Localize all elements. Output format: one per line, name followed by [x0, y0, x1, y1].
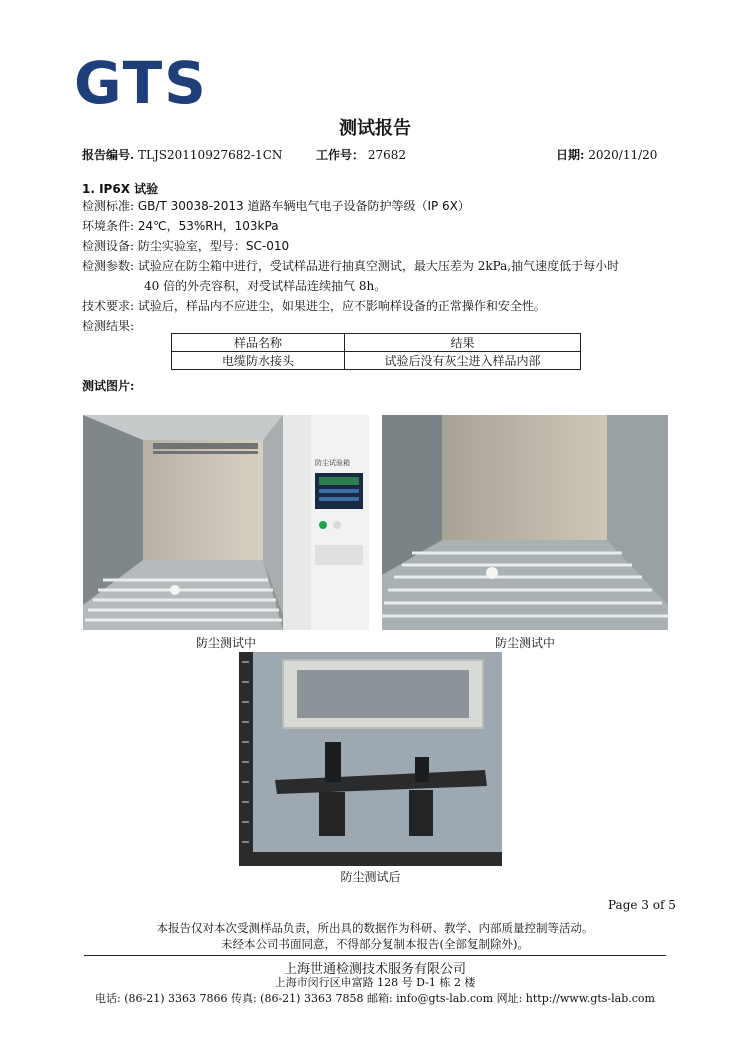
standard-value: GB/T 30038-2013 道路车辆电气电子设备防护等级（IP 6X） — [137, 199, 470, 213]
machine-label: 防尘试验箱 — [315, 459, 350, 467]
photo-after-test — [239, 652, 502, 866]
page-number: Page 3 of 5 — [608, 898, 676, 912]
report-number — [82, 146, 282, 163]
standard-row — [82, 196, 470, 216]
report-date-label: 日期: — [556, 148, 585, 162]
table-cell: 试验后没有灰尘进入样品内部 — [345, 352, 581, 370]
caption-photo-3: 防尘测试后 — [340, 870, 401, 884]
company-address: 上海市闵行区申富路 128 号 D-1 栋 2 楼 — [274, 976, 476, 989]
photo-dust-test-2 — [382, 415, 668, 630]
parameters-row — [82, 256, 619, 276]
equipment-model: SC-010 — [245, 239, 290, 253]
parameters-line1: 试验应在防尘箱中进行，受试样品进行抽真空测试，最大压差为 2kPa,抽气速度低于每小时 — [137, 259, 620, 273]
parameters-line2: 40 倍的外壳容积，对受试样品连续抽气 8h。 — [144, 279, 387, 293]
photo-after-test-image — [239, 652, 502, 866]
equipment-row — [82, 236, 289, 256]
caption-photo-2: 防尘测试中 — [494, 636, 555, 650]
equipment-label: 检测设备: — [82, 239, 135, 253]
environment-value: 24℃，53%RH，103kPa — [137, 219, 279, 233]
result-label: 检测结果: — [82, 319, 135, 333]
table-header-cell: 样品名称 — [172, 334, 345, 352]
environment-label: 环境条件: — [82, 219, 135, 233]
report-date-value: 2020/11/20 — [588, 148, 658, 162]
parameters-label: 检测参数: — [82, 259, 135, 273]
disclaimer-line-1: 本报告仅对本次受测样品负责，所出具的数据作为科研、教学、内部质量控制等活动。 — [156, 921, 594, 935]
report-date — [556, 146, 657, 163]
result-row — [82, 316, 134, 336]
table-row — [172, 352, 581, 370]
company-name: 上海世通检测技术服务有限公司 — [283, 962, 466, 977]
company-contact: 电话: (86-21) 3363 7866 传真: (86-21) 3363 7858 邮箱: info@gts-lab.com 网址: http://www.gts-lab.com — [95, 992, 655, 1005]
environment-row — [82, 216, 279, 236]
work-number-label: 工作号： — [316, 148, 365, 162]
table-header-row — [172, 334, 581, 352]
work-number — [316, 146, 406, 163]
report-number-value: TLJS20110927682-1CN — [138, 148, 283, 162]
page-title: 测试报告 — [339, 118, 411, 139]
company-logo: GTS — [74, 49, 208, 117]
work-number-value: 27682 — [367, 148, 407, 162]
report-number-label: 报告编号. — [82, 148, 135, 162]
caption-photo-1: 防尘测试中 — [195, 636, 256, 650]
requirement-value: 试验后，样品内不应进尘，如果进尘，应不影响样设备的正常操作和安全性。 — [137, 299, 546, 313]
result-table — [171, 333, 581, 370]
standard-label: 检测标准: — [82, 199, 135, 213]
requirement-row — [82, 296, 546, 316]
section-title: 1. IP6X 试验 — [82, 182, 159, 196]
equipment-value: 防尘实验室，型号： — [137, 239, 246, 253]
photo-dust-test-1-image — [83, 415, 369, 630]
table-cell: 电缆防水接头 — [172, 352, 345, 370]
photo-dust-test-1 — [83, 415, 369, 630]
table-header-cell: 结果 — [345, 334, 581, 352]
footer-divider — [84, 955, 666, 956]
pictures-label: 测试图片: — [82, 379, 135, 393]
requirement-label: 技术要求: — [82, 299, 135, 313]
disclaimer-line-2: 未经本公司书面同意，不得部分复制本报告(全部复制除外)。 — [221, 937, 529, 951]
photo-dust-test-2-image — [382, 415, 668, 630]
parameters-row-continued — [82, 276, 386, 296]
